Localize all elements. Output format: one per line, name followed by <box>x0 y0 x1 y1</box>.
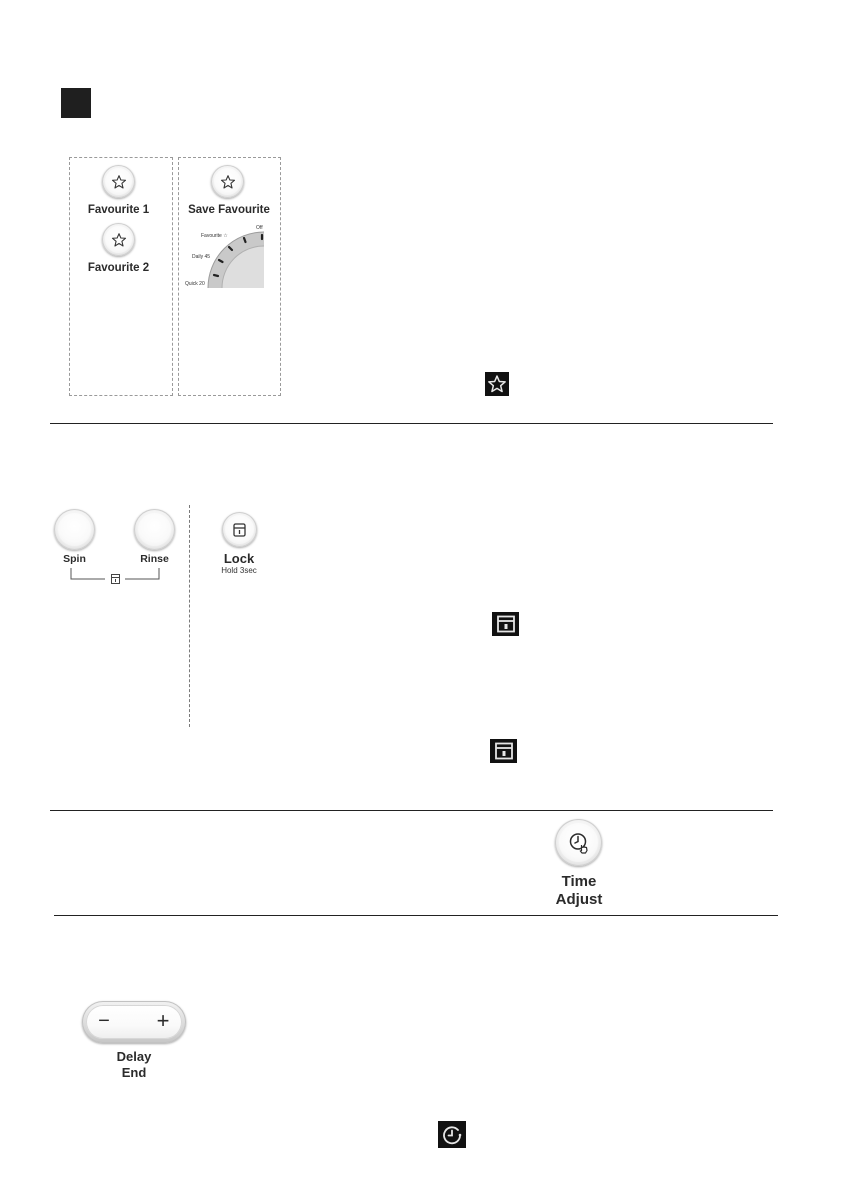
section-divider <box>50 423 773 424</box>
delay-end-label-line2: End <box>121 1065 147 1080</box>
section-divider <box>50 810 773 811</box>
delay-end-control[interactable] <box>82 1001 186 1043</box>
child-lock-icon <box>111 574 120 584</box>
delay-minus-button[interactable]: − <box>98 1010 110 1032</box>
delay-end-label-line1: Delay <box>116 1049 152 1064</box>
section-marker <box>61 88 91 118</box>
child-lock-icon <box>490 739 517 763</box>
section-divider <box>54 915 778 916</box>
favourite-1-label: Favourite 1 <box>87 204 150 216</box>
lock-label: Lock <box>223 551 255 566</box>
child-lock-icon <box>492 612 519 636</box>
lock-panel-separator <box>189 505 190 727</box>
rinse-label: Rinse <box>140 553 169 565</box>
lock-button[interactable] <box>222 512 257 547</box>
spin-button[interactable] <box>54 509 95 550</box>
favourite-2-label: Favourite 2 <box>87 262 150 274</box>
star-icon <box>485 372 509 396</box>
star-icon <box>111 174 127 190</box>
star-icon <box>111 232 127 248</box>
lock-sub-label: Hold 3sec <box>221 566 257 575</box>
child-lock-icon <box>233 523 246 537</box>
star-icon <box>220 174 236 190</box>
time-adjust-button[interactable] <box>555 819 602 866</box>
time-adjust-label-line1: Time <box>561 873 597 890</box>
clock-touch-icon <box>567 831 591 855</box>
save-favourite-button[interactable] <box>211 165 244 198</box>
rinse-button[interactable] <box>134 509 175 550</box>
delay-timer-icon <box>438 1121 466 1148</box>
favourite-1-button[interactable] <box>102 165 135 198</box>
save-favourite-label: Save Favourite <box>188 204 270 216</box>
delay-plus-button[interactable]: + <box>156 1008 170 1033</box>
dial-label-quick: Quick 20 <box>185 281 205 287</box>
dial-label-off: Off <box>256 225 263 231</box>
spin-label: Spin <box>63 553 86 565</box>
dial-label-favourite: Favourite ☆ <box>201 233 228 239</box>
dial-label-daily: Daily 45 <box>192 254 211 260</box>
favourite-2-button[interactable] <box>102 223 135 256</box>
time-adjust-label-line2: Adjust <box>555 891 603 908</box>
